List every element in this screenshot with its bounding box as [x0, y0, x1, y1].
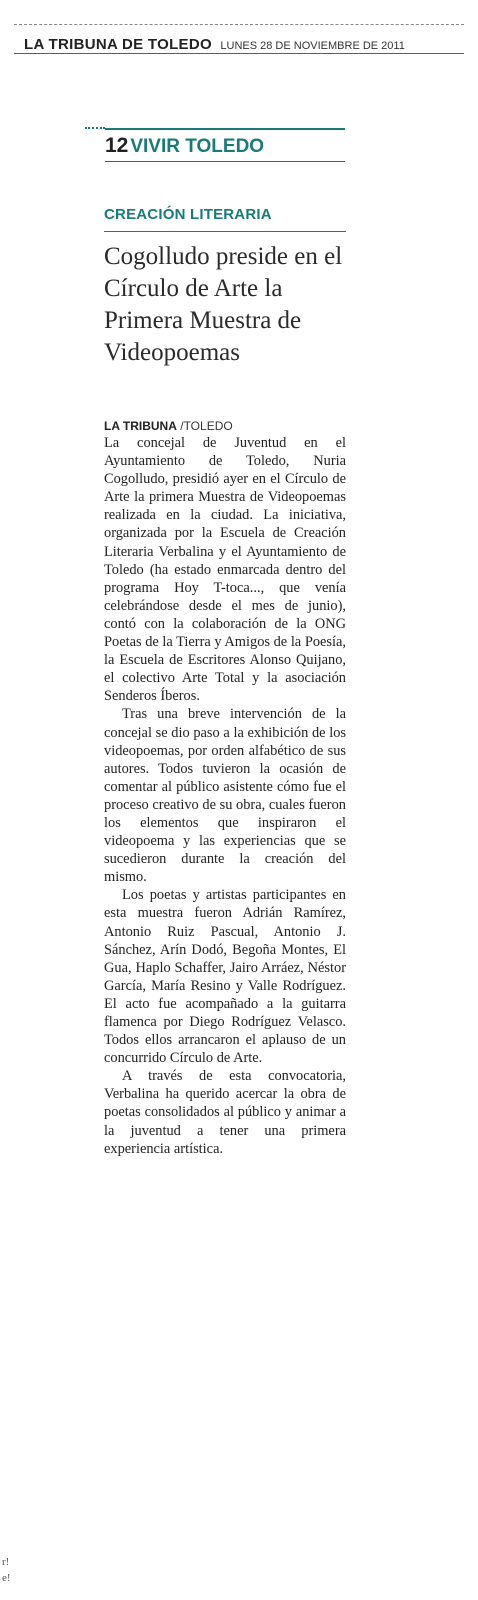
article-paragraph: La concejal de Juventud en el Ayuntamiento de Toledo, Nuria Cogolludo, presidió ayer en el Círculo de Arte la primera Muestra de Videopoemas realizada en la ciudad. La iniciativa, organizada por la Escuela de Creación Literaria Verbalina y el Ayuntamiento de Toledo (ha estado enmarcada dentro del programa Hoy T-toca..., que venía celebrándose desde el mes de junio), contó con la colaboración de la ONG Poetas de la Tierra y Amigos de la Poesía, la Escuela de Escritores Alonso Quijano, el colectivo Arte Total y la asociación Senderos Íberos. — [104, 435, 346, 705]
article-paragraph: Tras una breve intervención de la concejal se dio paso a la exhibición de los videopoemas, por orden alfabético de sus autores. Todos tuvieron la ocasión de comentar al público asistente cómo fue el proceso creativo de su obra, cuales fueron los elementos que inspiraron el videopoema y las experiencias que se sucedieron durante la creación del mismo. — [104, 706, 346, 886]
kicker-rule — [104, 231, 346, 232]
article-headline: Cogolludo preside en el Círculo de Arte la Primera Muestra de Videopoemas — [104, 243, 343, 366]
section-header — [85, 128, 345, 162]
masthead-line — [24, 36, 405, 54]
masthead — [14, 24, 464, 54]
issue-date: LUNES 28 DE NOVIEMBRE DE 2011 — [220, 40, 405, 52]
section-top-rule — [105, 128, 345, 130]
byline-location: /TOLEDO — [180, 419, 233, 433]
article-body — [104, 434, 346, 1158]
article-paragraph: A través de esta convocatoria, Verbalina ha querido acercar la obra de poetas consolidados al público y animar a la juventud a tener una primera experiencia artística. — [104, 1068, 346, 1157]
masthead-top-rule — [14, 24, 464, 25]
byline-author: LA TRIBUNA — [104, 419, 177, 433]
masthead-bottom-rule — [14, 53, 464, 54]
section-name: VIVIR TOLEDO — [130, 136, 265, 157]
publication-name: LA TRIBUNA DE TOLEDO — [24, 36, 212, 53]
article-byline — [104, 418, 346, 434]
section-bottom-rule — [105, 161, 345, 162]
article-paragraph: Los poetas y artistas participantes en esta muestra fueron Adrián Ramírez, Antonio Ruiz Pascual, Antonio J. Sánchez, Arín Dodó, Begoña Montes, El Gua, Haplo Schaffer, Jairo Arráez, Néstor García, María Resino y Valle Rodríguez. El acto fue acompañado a la guitarra flamenca por Diego Rodríguez Velasco. Todos ellos arrancaron el aplauso de un concurrido Círculo de Arte. — [104, 887, 346, 1067]
section-label — [105, 134, 264, 158]
margin-mark: e! — [2, 1572, 11, 1584]
margin-mark: r! — [2, 1556, 10, 1568]
page-number: 12 — [105, 134, 129, 157]
section-dotted-rule — [85, 127, 105, 129]
article-kicker: CREACIÓN LITERARIA — [104, 206, 272, 223]
